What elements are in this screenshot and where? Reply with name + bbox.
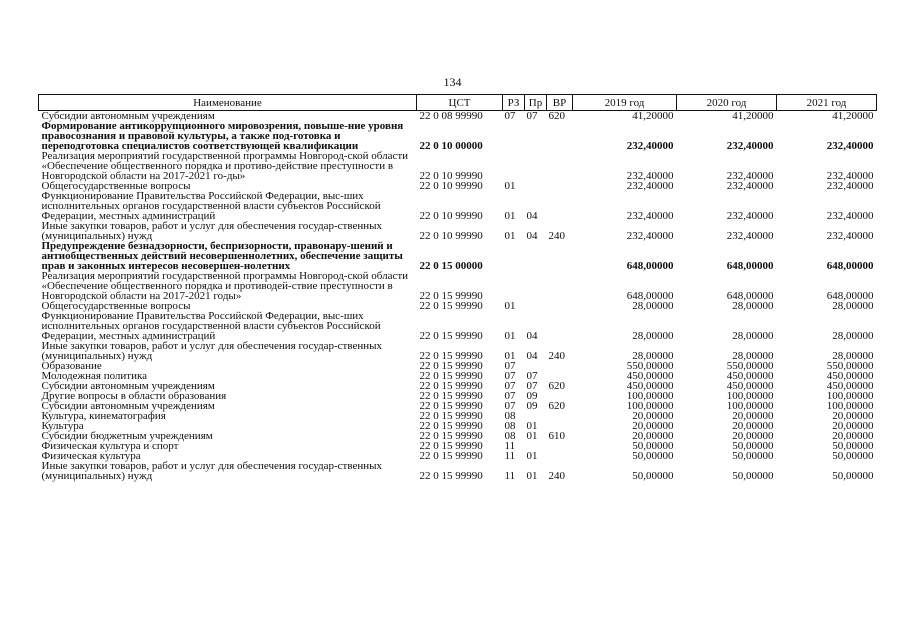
table-body xyxy=(39,111,877,482)
cell-pr: 01 xyxy=(526,420,538,432)
header-2020: 2020 год xyxy=(677,95,777,111)
cell-2020: 28,00000 xyxy=(732,330,774,342)
cell-name: Общегосударственные вопросы xyxy=(41,300,191,312)
cell-rz xyxy=(503,241,525,271)
cell-cst: 22 0 15 99990 xyxy=(419,360,483,372)
budget-table xyxy=(38,94,877,481)
cell-2021: 232,40000 xyxy=(826,180,874,192)
cell-rz: 01 xyxy=(504,230,516,242)
cell-cst: 22 0 15 99990 xyxy=(419,300,483,312)
cell-cst: 22 0 15 99990 xyxy=(419,440,483,452)
cell-name: Реализация мероприятий государственной программы Новгород-ской области «Обеспечение общественного порядка и противо-действие преступности в Новгородской области на 2017-2021 го-ды» xyxy=(41,150,409,182)
cell-2020: 232,40000 xyxy=(726,170,774,182)
cell-2020: 550,00000 xyxy=(726,360,774,372)
cell-rz: 07 xyxy=(504,380,516,392)
cell-2019: 50,00000 xyxy=(632,470,674,482)
cell-2020: 50,00000 xyxy=(732,450,774,462)
cell-cst: 22 0 15 99990 xyxy=(419,450,483,462)
cell-vr xyxy=(547,361,573,371)
cell-name: Иные закупки товаров, работ и услуг для обеспечения государ-ственных (муниципальных) нужд xyxy=(41,460,383,482)
cell-pr: 04 xyxy=(526,330,538,342)
cell-2019: 20,00000 xyxy=(632,420,674,432)
cell-vr xyxy=(547,151,573,181)
cell-vr: 610 xyxy=(548,430,565,442)
cell-2020: 450,00000 xyxy=(726,380,774,392)
cell-2019: 550,00000 xyxy=(626,360,674,372)
cell-pr: 01 xyxy=(526,470,538,482)
cell-2021: 20,00000 xyxy=(832,420,874,432)
cell-2020: 100,00000 xyxy=(726,390,774,402)
cell-rz: 11 xyxy=(504,440,516,452)
cell-rz: 01 xyxy=(504,330,516,342)
cell-rz: 08 xyxy=(504,410,516,422)
cell-cst: 22 0 10 99990 xyxy=(419,180,483,192)
cell-name: Формирование антикоррупционного мировозрения, повыше-ние уровня правосознания и правовой культуры, а также под-готовка и переподготовка специалистов соответствующей квалификации xyxy=(41,120,404,152)
cell-name: Иные закупки товаров, работ и услуг для обеспечения государ-ственных (муниципальных) нужд xyxy=(41,220,383,242)
cell-2021: 28,00000 xyxy=(832,330,874,342)
cell-2019: 28,00000 xyxy=(632,300,674,312)
cell-pr: 01 xyxy=(526,430,538,442)
cell-pr: 04 xyxy=(526,350,538,362)
cell-2020: 100,00000 xyxy=(726,400,774,412)
cell-vr xyxy=(547,451,573,461)
cell-cst: 22 0 15 99990 xyxy=(419,400,483,412)
cell-name: Образование xyxy=(41,360,102,372)
cell-pr: 01 xyxy=(526,450,538,462)
cell-name: Субсидии автономным учреждениям xyxy=(39,111,417,122)
cell-2019: 450,00000 xyxy=(626,380,674,392)
cell-rz: 11 xyxy=(504,470,516,482)
cell-rz: 01 xyxy=(504,350,516,362)
cell-2020: 648,00000 xyxy=(726,290,774,302)
cell-2021: 50,00000 xyxy=(832,470,874,482)
cell-2020: 28,00000 xyxy=(732,350,774,362)
cell-vr xyxy=(547,241,573,271)
cell-2019: 232,40000 xyxy=(626,230,674,242)
cell-2021: 232,40000 xyxy=(826,230,874,242)
cell-name: Субсидии автономным учреждениям xyxy=(41,400,215,412)
cell-pr: 07 xyxy=(526,370,538,382)
cell-cst: 22 0 08 99990 xyxy=(417,111,503,122)
cell-2021: 28,00000 xyxy=(832,350,874,362)
table-row xyxy=(39,121,877,151)
cell-cst: 22 0 10 00000 xyxy=(419,140,483,152)
cell-pr xyxy=(525,241,547,271)
cell-2021: 550,00000 xyxy=(826,360,874,372)
cell-2020: 50,00000 xyxy=(732,440,774,452)
cell-name: Физическая культура и спорт xyxy=(41,440,179,452)
cell-pr: 04 xyxy=(526,230,538,242)
cell-2019: 50,00000 xyxy=(632,450,674,462)
cell-2021: 232,40000 xyxy=(826,140,874,152)
cell-2021: 450,00000 xyxy=(826,370,874,382)
cell-name: Культура, кинематография xyxy=(41,410,166,422)
cell-name: Другие вопросы в области образования xyxy=(41,390,227,402)
cell-name: Субсидии бюджетным учреждениям xyxy=(41,430,213,442)
cell-2019: 100,00000 xyxy=(626,400,674,412)
cell-vr xyxy=(547,271,573,301)
cell-rz: 07 xyxy=(504,400,516,412)
cell-2020: 648,00000 xyxy=(726,260,774,272)
cell-rz: 07 xyxy=(503,111,525,122)
cell-rz: 08 xyxy=(504,420,516,432)
cell-2021: 20,00000 xyxy=(832,410,874,422)
cell-rz: 01 xyxy=(504,180,516,192)
cell-name: Культура xyxy=(41,420,84,432)
cell-pr xyxy=(525,181,547,191)
cell-2021: 20,00000 xyxy=(832,430,874,442)
table-row xyxy=(39,461,877,481)
cell-vr xyxy=(547,121,573,151)
cell-2021: 28,00000 xyxy=(832,300,874,312)
cell-2020: 28,00000 xyxy=(732,300,774,312)
cell-name: Реализация мероприятий государственной программы Новгород-ской области «Обеспечение общественного порядка и противодей-ствие преступности в Новгородской области на 2017-2021 годы» xyxy=(41,270,409,302)
header-cst: ЦСТ xyxy=(417,95,503,111)
cell-rz xyxy=(503,121,525,151)
cell-pr xyxy=(525,121,547,151)
cell-rz: 07 xyxy=(504,370,516,382)
cell-pr: 09 xyxy=(526,390,538,402)
table-row xyxy=(39,221,877,241)
cell-2019: 450,00000 xyxy=(626,370,674,382)
cell-rz: 11 xyxy=(504,450,516,462)
cell-2020: 232,40000 xyxy=(726,140,774,152)
header-2021: 2021 год xyxy=(777,95,877,111)
header-name: Наименование xyxy=(39,95,417,111)
cell-pr: 07 xyxy=(526,380,538,392)
cell-vr: 620 xyxy=(547,111,573,122)
cell-cst: 22 0 15 99990 xyxy=(419,380,483,392)
cell-2020: 41,20000 xyxy=(677,111,777,122)
table-row xyxy=(39,151,877,181)
table-row xyxy=(39,341,877,361)
cell-cst: 22 0 10 99990 xyxy=(419,210,483,222)
cell-name: Функционирование Правительства Российской Федерации, выс-ших исполнительных органов государственной власти субъектов Российской Федерации, местных администраций xyxy=(41,310,381,342)
cell-2019: 28,00000 xyxy=(632,330,674,342)
cell-2019: 648,00000 xyxy=(626,290,674,302)
table-row xyxy=(39,241,877,271)
cell-2020: 20,00000 xyxy=(732,410,774,422)
cell-2019: 20,00000 xyxy=(632,430,674,442)
cell-2019: 100,00000 xyxy=(626,390,674,402)
table-row xyxy=(39,271,877,301)
cell-2021: 100,00000 xyxy=(826,400,874,412)
header-pr: Пр xyxy=(525,95,547,111)
cell-cst: 22 0 15 99990 xyxy=(419,420,483,432)
cell-cst: 22 0 10 99990 xyxy=(419,170,483,182)
cell-2021: 450,00000 xyxy=(826,380,874,392)
cell-2019: 50,00000 xyxy=(632,440,674,452)
cell-cst: 22 0 15 99990 xyxy=(419,410,483,422)
cell-2020: 20,00000 xyxy=(732,430,774,442)
cell-cst: 22 0 10 99990 xyxy=(419,230,483,242)
cell-2021: 50,00000 xyxy=(832,440,874,452)
cell-name: Функционирование Правительства Российской Федерации, выс-ших исполнительных органов государственной власти субъектов Российской Федерации, местных администраций xyxy=(41,190,381,222)
cell-vr xyxy=(547,411,573,421)
cell-2021: 232,40000 xyxy=(826,210,874,222)
cell-rz: 01 xyxy=(504,300,516,312)
cell-vr xyxy=(547,181,573,191)
cell-vr xyxy=(547,191,573,221)
cell-vr: 240 xyxy=(548,350,565,362)
cell-2019: 232,40000 xyxy=(626,140,674,152)
table-header-row xyxy=(39,95,877,111)
cell-cst: 22 0 15 99990 xyxy=(419,330,483,342)
cell-vr xyxy=(547,311,573,341)
table-row xyxy=(39,191,877,221)
cell-name: Субсидии автономным учреждениям xyxy=(41,380,215,392)
cell-pr: 04 xyxy=(526,210,538,222)
header-rz: РЗ xyxy=(503,95,525,111)
cell-2021: 648,00000 xyxy=(826,260,874,272)
cell-cst: 22 0 15 99990 xyxy=(419,390,483,402)
cell-2020: 232,40000 xyxy=(726,180,774,192)
cell-2019: 28,00000 xyxy=(632,350,674,362)
table-row xyxy=(39,311,877,341)
cell-rz xyxy=(503,151,525,181)
cell-name: Общегосударственные вопросы xyxy=(41,180,191,192)
cell-2019: 20,00000 xyxy=(632,410,674,422)
cell-2021: 41,20000 xyxy=(777,111,877,122)
cell-cst: 22 0 15 99990 xyxy=(419,350,483,362)
cell-rz xyxy=(503,271,525,301)
page-number: 134 xyxy=(443,75,462,89)
cell-vr: 620 xyxy=(548,400,565,412)
cell-cst: 22 0 15 99990 xyxy=(419,290,483,302)
cell-cst: 22 0 15 99990 xyxy=(419,370,483,382)
cell-2019: 232,40000 xyxy=(626,210,674,222)
cell-vr xyxy=(547,441,573,451)
cell-name: Молодежная политика xyxy=(41,370,148,382)
cell-vr: 240 xyxy=(548,470,565,482)
cell-cst: 22 0 15 00000 xyxy=(419,260,483,272)
cell-2019: 648,00000 xyxy=(626,260,674,272)
cell-2020: 20,00000 xyxy=(732,420,774,432)
cell-rz: 01 xyxy=(504,210,516,222)
cell-2019: 232,40000 xyxy=(626,170,674,182)
cell-cst: 22 0 15 99990 xyxy=(419,430,483,442)
cell-name: Физическая культура xyxy=(41,450,141,462)
header-vr: ВР xyxy=(547,95,573,111)
cell-2020: 232,40000 xyxy=(726,210,774,222)
cell-2020: 450,00000 xyxy=(726,370,774,382)
cell-pr xyxy=(525,151,547,181)
cell-pr: 07 xyxy=(525,111,547,122)
cell-vr: 620 xyxy=(548,380,565,392)
cell-name: Предупреждение безнадзорности, беспризорности, правонару-шений и антиобщественных действий несовершеннолетних, обеспечение защиты прав и законных интересов несовершен-нолетних xyxy=(41,240,403,272)
cell-vr: 240 xyxy=(548,230,565,242)
cell-pr xyxy=(525,301,547,311)
cell-rz: 08 xyxy=(504,430,516,442)
cell-cst: 22 0 15 99990 xyxy=(419,470,483,482)
cell-2020: 50,00000 xyxy=(732,470,774,482)
cell-2021: 648,00000 xyxy=(826,290,874,302)
cell-2021: 50,00000 xyxy=(832,450,874,462)
cell-2021: 232,40000 xyxy=(826,170,874,182)
header-2019: 2019 год xyxy=(573,95,677,111)
cell-pr xyxy=(525,271,547,301)
cell-2019: 41,20000 xyxy=(573,111,677,122)
cell-name: Иные закупки товаров, работ и услуг для обеспечения государ-ственных (муниципальных) нужд xyxy=(41,340,383,362)
cell-2021: 100,00000 xyxy=(826,390,874,402)
cell-pr: 09 xyxy=(526,400,538,412)
cell-rz: 07 xyxy=(504,390,516,402)
cell-rz: 07 xyxy=(504,360,516,372)
cell-2020: 232,40000 xyxy=(726,230,774,242)
cell-2019: 232,40000 xyxy=(626,180,674,192)
cell-vr xyxy=(547,301,573,311)
